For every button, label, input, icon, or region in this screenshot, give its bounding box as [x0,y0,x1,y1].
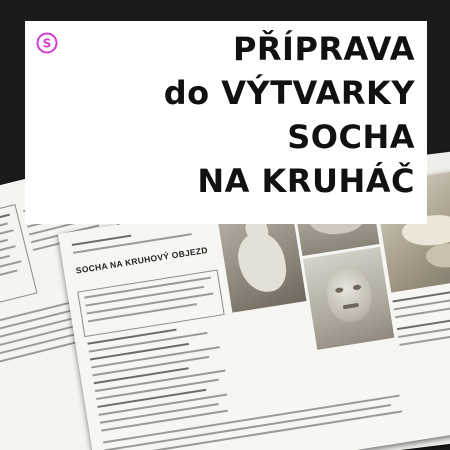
brand-logo-icon [36,32,58,54]
title-line-1: PŘÍPRAVA [232,30,415,68]
title-line-3: SOCHA [287,118,415,156]
title-line-2: do VÝTVARKY [163,74,415,112]
sculpture-photo-face [303,247,394,350]
worksheet-heading: SOCHA NA KRUHOVÝ OBJEZD [75,244,209,276]
brand-logo-letter: S [42,36,52,51]
title-line-4: NA KRUHÁČ [197,162,415,200]
title-card [25,21,427,224]
page-title [164,27,415,203]
